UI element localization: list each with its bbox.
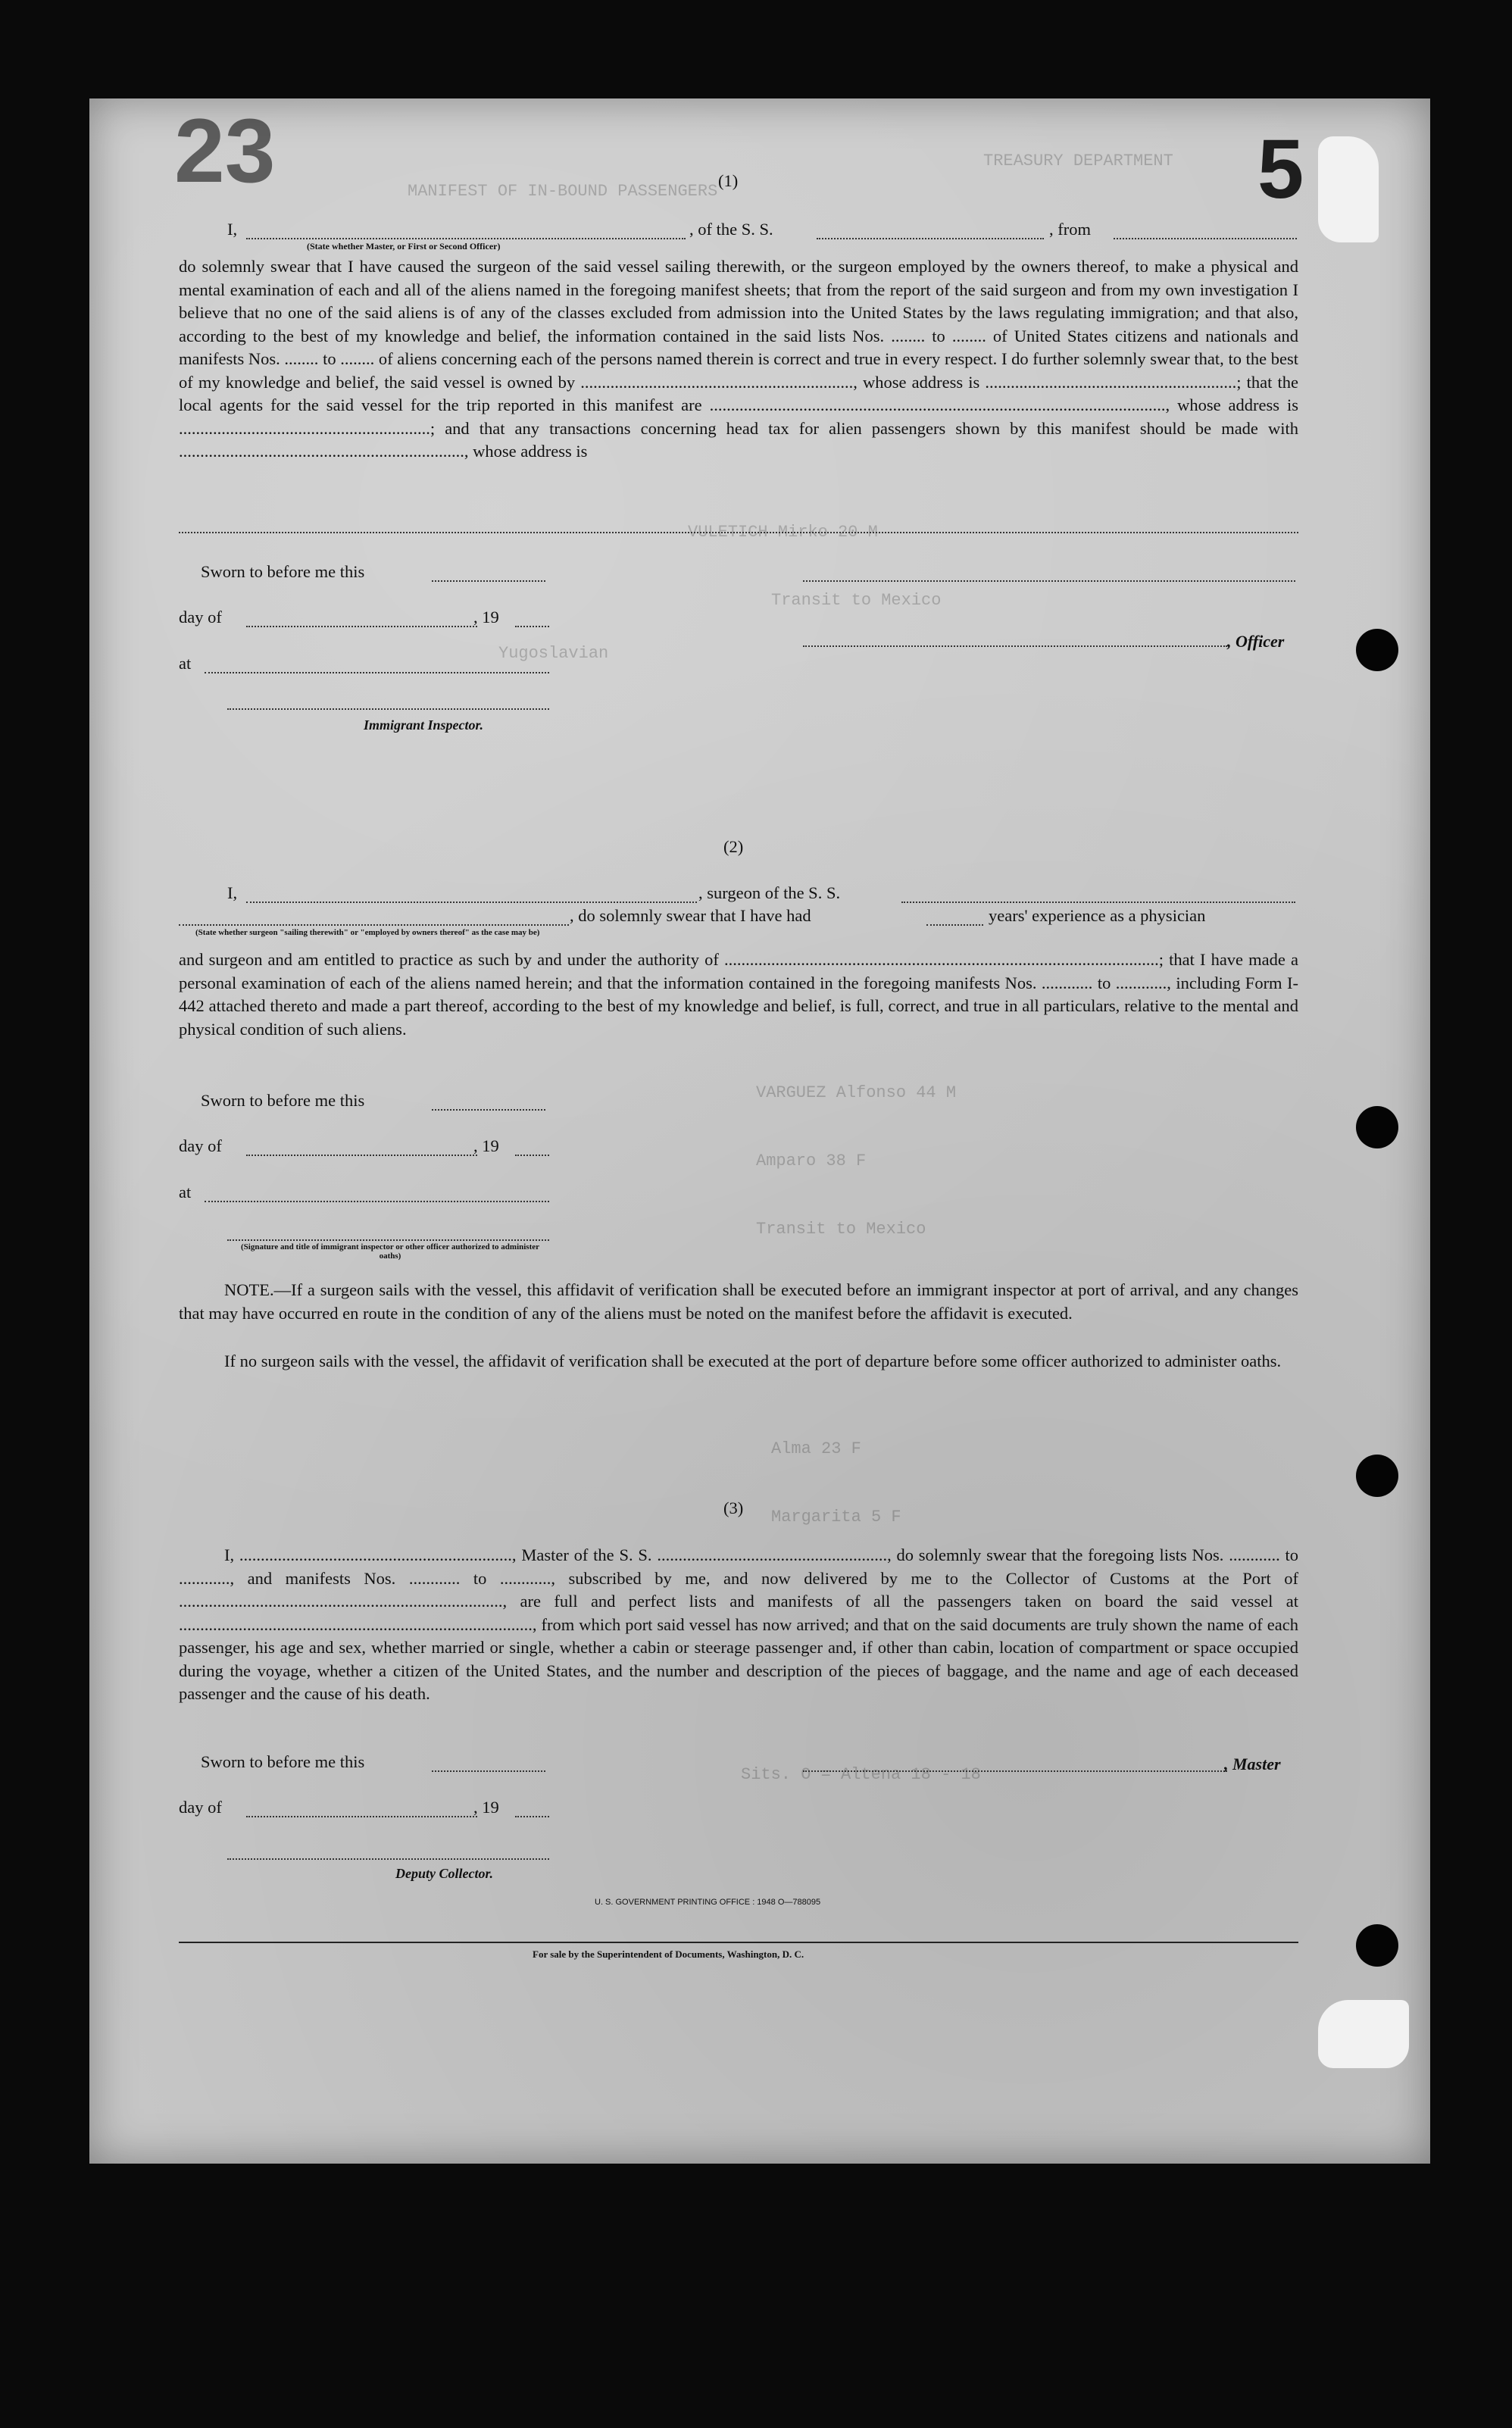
affidavit2-line1-prefix: I, — [227, 883, 238, 902]
bleed-through-text: MANIFEST OF IN-BOUND PASSENGERS — [408, 182, 718, 201]
affidavit2-note — [179, 1279, 1298, 1325]
binder-hole — [1356, 629, 1398, 671]
affidavit3-day-of: day of — [179, 1798, 222, 1817]
affidavit2-name-line — [246, 902, 697, 903]
binder-hole — [1356, 1924, 1398, 1967]
bleed-through-text: Alma 23 F — [771, 1439, 861, 1458]
affidavit1-caption: (State whether Master, or First or Second Officer) — [307, 241, 501, 252]
bleed-through-text: VULETICH Mirko 20 M — [688, 523, 878, 542]
affidavit3-sworn-line — [432, 1770, 545, 1772]
affidavit3-collector: Deputy Collector. — [395, 1866, 493, 1881]
affidavit2-note2: If no surgeon sails with the vessel, the affidavit of verification shall be executed at the port of departure before some officer authorized to administer oaths. — [224, 1351, 1282, 1370]
affidavit2-line1-mid: , surgeon of the S. S. — [698, 883, 841, 902]
affidavit2-signature-line — [227, 1239, 549, 1241]
affidavit1-name-line — [246, 238, 686, 239]
torn-corner — [1318, 2000, 1409, 2068]
affidavit2-year: , 19 — [473, 1136, 499, 1155]
torn-corner — [1318, 136, 1379, 242]
affidavit1-day-line — [246, 626, 477, 627]
affidavit2-body: and surgeon and am entitled to practice as such by and under the authority of ......................................................................................................; that I have made a personal examination of each of the aliens named herein; and that the information contained in the foregoing manifests Nos. ............ to ............, including Form I-442 attached thereto and made a part thereof, according to the best of my knowledge and belief, is full, correct, and true in all particulars, relative to the mental and physical condition of such aliens. — [179, 950, 1298, 1039]
affidavit1-signature-line — [803, 580, 1295, 582]
affidavit1-sworn-line — [432, 580, 545, 582]
bleed-through-text: Transit to Mexico — [756, 1220, 926, 1239]
note-text: —If a surgeon sails with the vessel, this affidavit of verification shall be executed before an immigrant inspector at port of arrival, and any changes that may have occurred en route in the condition of any of the aliens must be noted on the manifest before the affidavit is executed. — [179, 1280, 1298, 1323]
affidavit2-sworn: Sworn to before me this — [201, 1091, 365, 1110]
affidavit3-master-line — [803, 1770, 1227, 1772]
gpo-imprint: U. S. GOVERNMENT PRINTING OFFICE : 1948 O—788095 — [595, 1898, 821, 1907]
affidavit3-body: I, ................................................................, Master of the S. S. ......................................................, do solemnly swear that the foregoing lists Nos. ............ to ............, and manifests Nos. ............ to ............, subscribed by me, and now delivered by me to the Collector of Customs at the Port of ............................................................................, are full and perfect lists and manifests of all the passengers taken on board the said vessel at ..................................................................................., from which port said vessel has now arrived; and that on the said documents are truly shown the name of each passenger, his age and sex, whether married or single, whether a cabin or steerage passenger and, if other than cabin, location of compartment or space occupied during the voyage, whether a citizen of the United States, and the number and description of the pieces of baggage, and the name and age of each deceased passenger and the cause of his death. — [179, 1545, 1298, 1703]
affidavit2-sailing-line — [179, 924, 569, 926]
affidavit1-at: at — [179, 654, 192, 673]
section-marker-1: (1) — [718, 171, 739, 190]
affidavit3-sworn: Sworn to before me this — [201, 1752, 365, 1771]
section-marker-2: (2) — [723, 837, 744, 856]
affidavit3-collector-line — [227, 1858, 549, 1860]
affidavit1-address-line — [179, 532, 1298, 533]
affidavit1-body: do solemnly swear that I have caused the surgeon of the said vessel sailing therewith, or the surgeon employed by the owners thereof, to make a physical and mental examination of each and all of the aliens named in the foregoing manifest sheets; that from the report of the said surgeon and from my own investigation I believe that no one of the said aliens is of any of the classes excluded from admission into the United States by the laws regulating immigration; and that also, according to the best of my knowledge and belief, the information contained in the said lists Nos. ........ to ........ of United States citizens and nationals and manifests Nos. ........ to ........ of aliens concerning each of the persons named therein is correct and true in every respect. I do further solemnly swear that, to the best of my knowledge and belief, the said vessel is owned by ................................................................, whose address is ...........................................................; that the local agents for the said vessel for the trip reported in this manifest are ..........................................................................................................., whose address is ...........................................................; and that any transactions concerning head tax for alien passengers shown by this manifest should be made with ..................................................................., whose address is — [179, 257, 1298, 461]
affidavit2-day-of: day of — [179, 1136, 222, 1155]
affidavit1-year: , 19 — [473, 608, 499, 627]
affidavit3-year-line — [515, 1816, 549, 1817]
affidavit1-day-of: day of — [179, 608, 222, 627]
affidavit2-ship-line — [901, 902, 1295, 903]
affidavit1-line1-mid: , of the S. S. — [689, 220, 773, 239]
bleed-through-text: TREASURY DEPARTMENT — [983, 152, 1173, 170]
binder-hole — [1356, 1106, 1398, 1148]
bleed-through-text: VARGUEZ Alfonso 44 M — [756, 1083, 957, 1102]
affidavit1-inspector: Immigrant Inspector. — [364, 717, 484, 733]
bleed-through-text: Amparo 38 F — [756, 1152, 867, 1170]
section-marker-3: (3) — [723, 1498, 744, 1517]
affidavit2-sig-caption: (Signature and title of immigrant inspector or other officer authorized to administer oaths) — [240, 1242, 540, 1261]
affidavit1-at-line — [205, 672, 549, 673]
affidavit2-line2-mid: , do solemnly swear that I have had — [570, 906, 811, 925]
affidavit1-line1-prefix: I, — [227, 220, 238, 239]
bleed-through-text: Yugoslavian — [498, 644, 609, 663]
affidavit2-year-line — [515, 1155, 549, 1156]
handwritten-number-right: 5 — [1257, 123, 1304, 216]
affidavit2-line2-end: years' experience as a physician — [989, 906, 1206, 925]
affidavit2-at: at — [179, 1183, 192, 1202]
affidavit2-caption: (State whether surgeon "sailing therewith" or "employed by owners thereof" as the case may be) — [195, 928, 540, 937]
affidavit2-sworn-line — [432, 1109, 545, 1111]
affidavit1-ship-line — [817, 238, 1044, 239]
affidavit2-years-line — [926, 924, 983, 926]
footer-text: For sale by the Superintendent of Documents, Washington, D. C. — [533, 1948, 804, 1960]
handwritten-number: 23 — [174, 100, 276, 202]
footer-rule — [179, 1942, 1298, 1943]
affidavit3-master: , Master — [1224, 1755, 1281, 1773]
affidavit1-officer: , Officer — [1227, 632, 1285, 651]
affidavit1-from-line — [1114, 238, 1297, 239]
bleed-through-text: Margarita 5 F — [771, 1508, 901, 1526]
affidavit1-year-line — [515, 626, 549, 627]
affidavit1-line1-end: , from — [1049, 220, 1091, 239]
affidavit1-inspector-line — [227, 708, 549, 710]
note-label: NOTE. — [224, 1280, 274, 1299]
affidavit1-officer-line — [803, 645, 1227, 647]
affidavit3-day-line — [246, 1816, 477, 1817]
affidavit2-day-line — [246, 1155, 477, 1156]
bleed-through-text: Sits. O = Altena 18 - 18 — [741, 1765, 981, 1784]
affidavit2-at-line — [205, 1201, 549, 1202]
affidavit3-year: , 19 — [473, 1798, 499, 1817]
affidavit1-sworn: Sworn to before me this — [201, 562, 365, 581]
binder-hole — [1356, 1455, 1398, 1497]
bleed-through-text: Transit to Mexico — [771, 591, 942, 610]
